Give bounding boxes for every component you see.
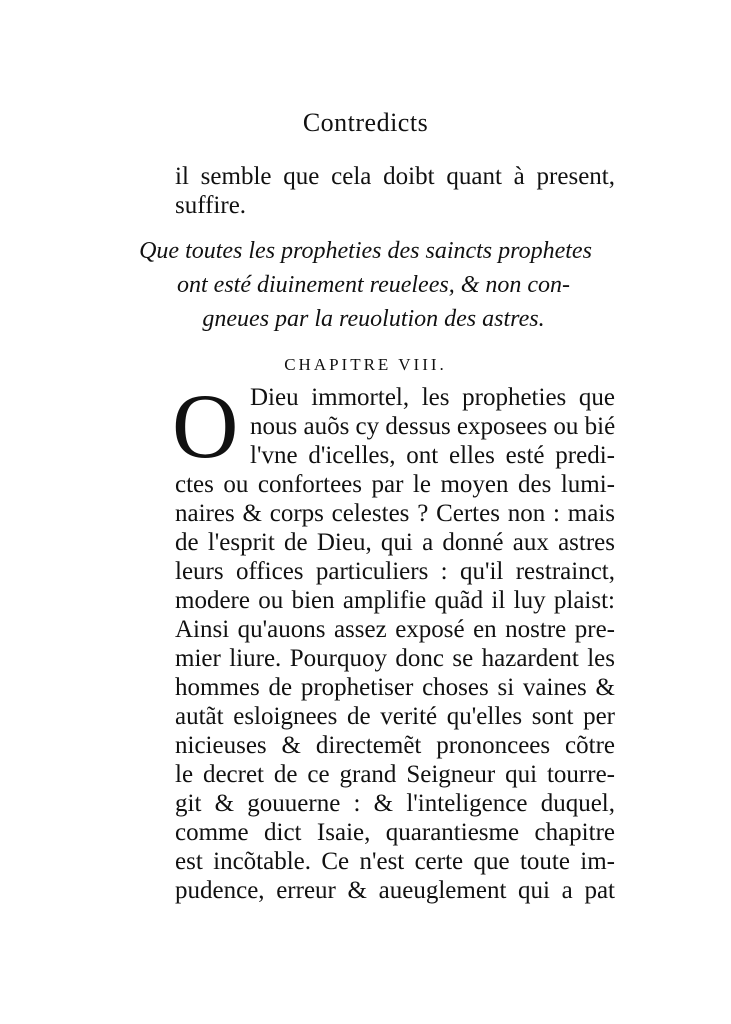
body-line: l'vne d'icelles, ont elles esté predi- — [250, 442, 615, 469]
body-line: Ainsi qu'auons assez exposé en nostre pre- — [175, 616, 615, 643]
drop-cap: O — [172, 375, 239, 477]
body-line: comme dict Isaie, quarantiesme chapitre — [175, 819, 615, 846]
intro-line: suffire. — [175, 192, 247, 219]
intro-line: il semble que cela doibt quant à present, — [175, 163, 615, 190]
body-line: nous auõs cy dessus exposees ou bié — [250, 413, 616, 440]
section-title-line: ont esté diuinement reuelees, & non con- — [177, 272, 570, 298]
body-line: mier liure. Pourquoy donc se hazardent les — [175, 645, 615, 672]
body-line: leurs offices particuliers : qu'il restrainct, — [175, 558, 615, 585]
body-line: est incõtable. Ce n'est certe que toute im- — [175, 848, 615, 875]
chapter-heading: CHAPITRE VIII. — [284, 355, 447, 374]
body-line: de l'esprit de Dieu, qui a donné aux astres — [175, 529, 615, 556]
body-line: autãt esloignees de verité qu'elles sont per — [175, 703, 615, 730]
body-line: naires & corps celestes ? Certes non : mais — [175, 500, 615, 527]
body-line: le decret de ce grand Seigneur qui tourre- — [175, 761, 615, 788]
running-head: Contredicts — [302, 108, 429, 137]
section-title-line: gneues par la reuolution des astres. — [202, 306, 545, 332]
body-line: ctes ou confortees par le moyen des lumi- — [175, 471, 615, 498]
body-line: git & gouuerne : & l'inteligence duquel, — [175, 790, 615, 817]
body-line: pudence, erreur & aueuglement qui a pat — [175, 877, 615, 904]
body-line: nicieuses & directemẽt prononcees cõtre — [175, 732, 615, 759]
body-line: hommes de prophetiser choses si vaines & — [175, 674, 615, 701]
body-line: modere ou bien amplifie quãd il luy plaist: — [175, 587, 615, 614]
section-title-line: Que toutes les propheties des saincts prophetes — [139, 238, 592, 264]
body-line: Dieu immortel, les propheties que — [250, 384, 615, 411]
